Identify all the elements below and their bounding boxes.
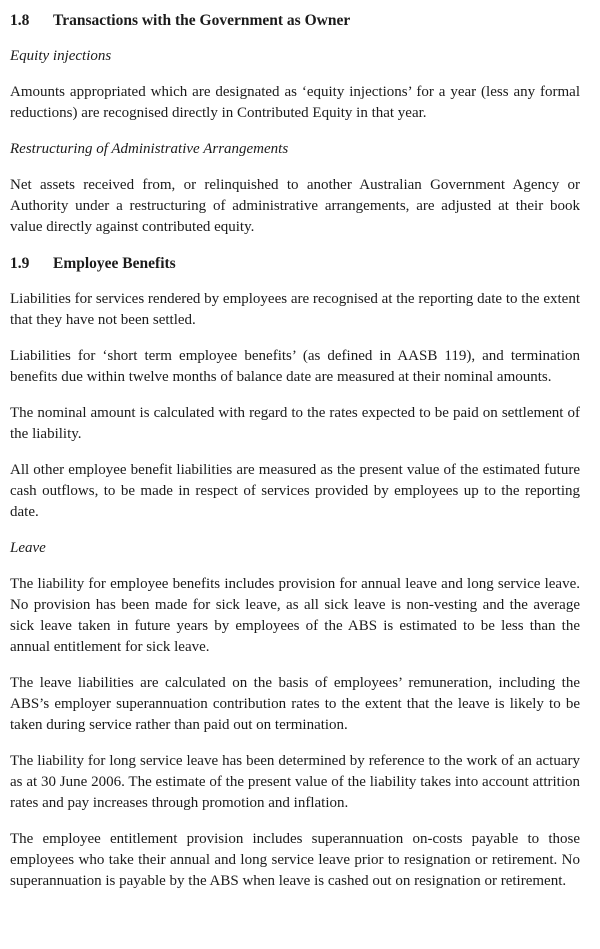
paragraph-short-term-benefits: Liabilities for ‘short term employee benefits’ (as defined in AASB 119), and termination benefits due within twelve months of balance date are measured at their nominal amounts.	[10, 348, 580, 385]
paragraph-restructuring: Net assets received from, or relinquished to another Australian Government Agency or Authority under a restructuring of administrative arrangements, are adjusted at their book value directly against contributed equity.	[10, 177, 580, 235]
paragraph-nominal-amount: The nominal amount is calculated with regard to the rates expected to be paid on settlement of the liability.	[10, 405, 580, 442]
subheading-leave: Leave	[10, 540, 46, 556]
section-number: 1.9	[10, 255, 30, 272]
section-heading-1-9	[10, 253, 580, 274]
section-heading-1-8	[10, 10, 580, 31]
subheading-restructuring: Restructuring of Administrative Arrangements	[10, 141, 289, 157]
paragraph-liabilities-services: Liabilities for services rendered by employees are recognised at the reporting date to the extent that they have not been settled.	[10, 291, 580, 328]
paragraph-entitlement-provision: The employee entitlement provision includes superannuation on-costs payable to those employees who take their annual and long service leave prior to resignation or retirement. No superannuation is payable by the ABS when leave is cashed out on resignation or retirement.	[10, 831, 580, 889]
section-number: 1.8	[10, 12, 30, 29]
paragraph-equity-injections: Amounts appropriated which are designated as ‘equity injections’ for a year (less any formal reductions) are recognised directly in Contributed Equity in that year.	[10, 84, 580, 121]
section-title: Employee Benefits	[53, 255, 176, 272]
paragraph-leave-provision: The liability for employee benefits includes provision for annual leave and long service leave. No provision has been made for sick leave, as all sick leave is non-vesting and the average sick leave taken in future years by employees of the ABS is estimated to be less than the annual entitlement for sick leave.	[10, 576, 580, 655]
subheading-equity-injections: Equity injections	[10, 48, 112, 64]
section-title: Transactions with the Government as Owner	[53, 12, 351, 29]
paragraph-leave-liabilities-calc: The leave liabilities are calculated on the basis of employees’ remuneration, including the ABS’s employer superannuation contribution rates to the extent that the leave is likely to be taken during service rather than paid out on termination.	[10, 675, 580, 733]
paragraph-other-benefit-liabilities: All other employee benefit liabilities are measured as the present value of the estimated future cash outflows, to be made in respect of services provided by employees up to the reporting date.	[10, 462, 580, 520]
paragraph-long-service-leave: The liability for long service leave has been determined by reference to the work of an actuary as at 30 June 2006. The estimate of the present value of the liability takes into account attrition rates and pay increases through promotion and inflation.	[10, 753, 580, 811]
